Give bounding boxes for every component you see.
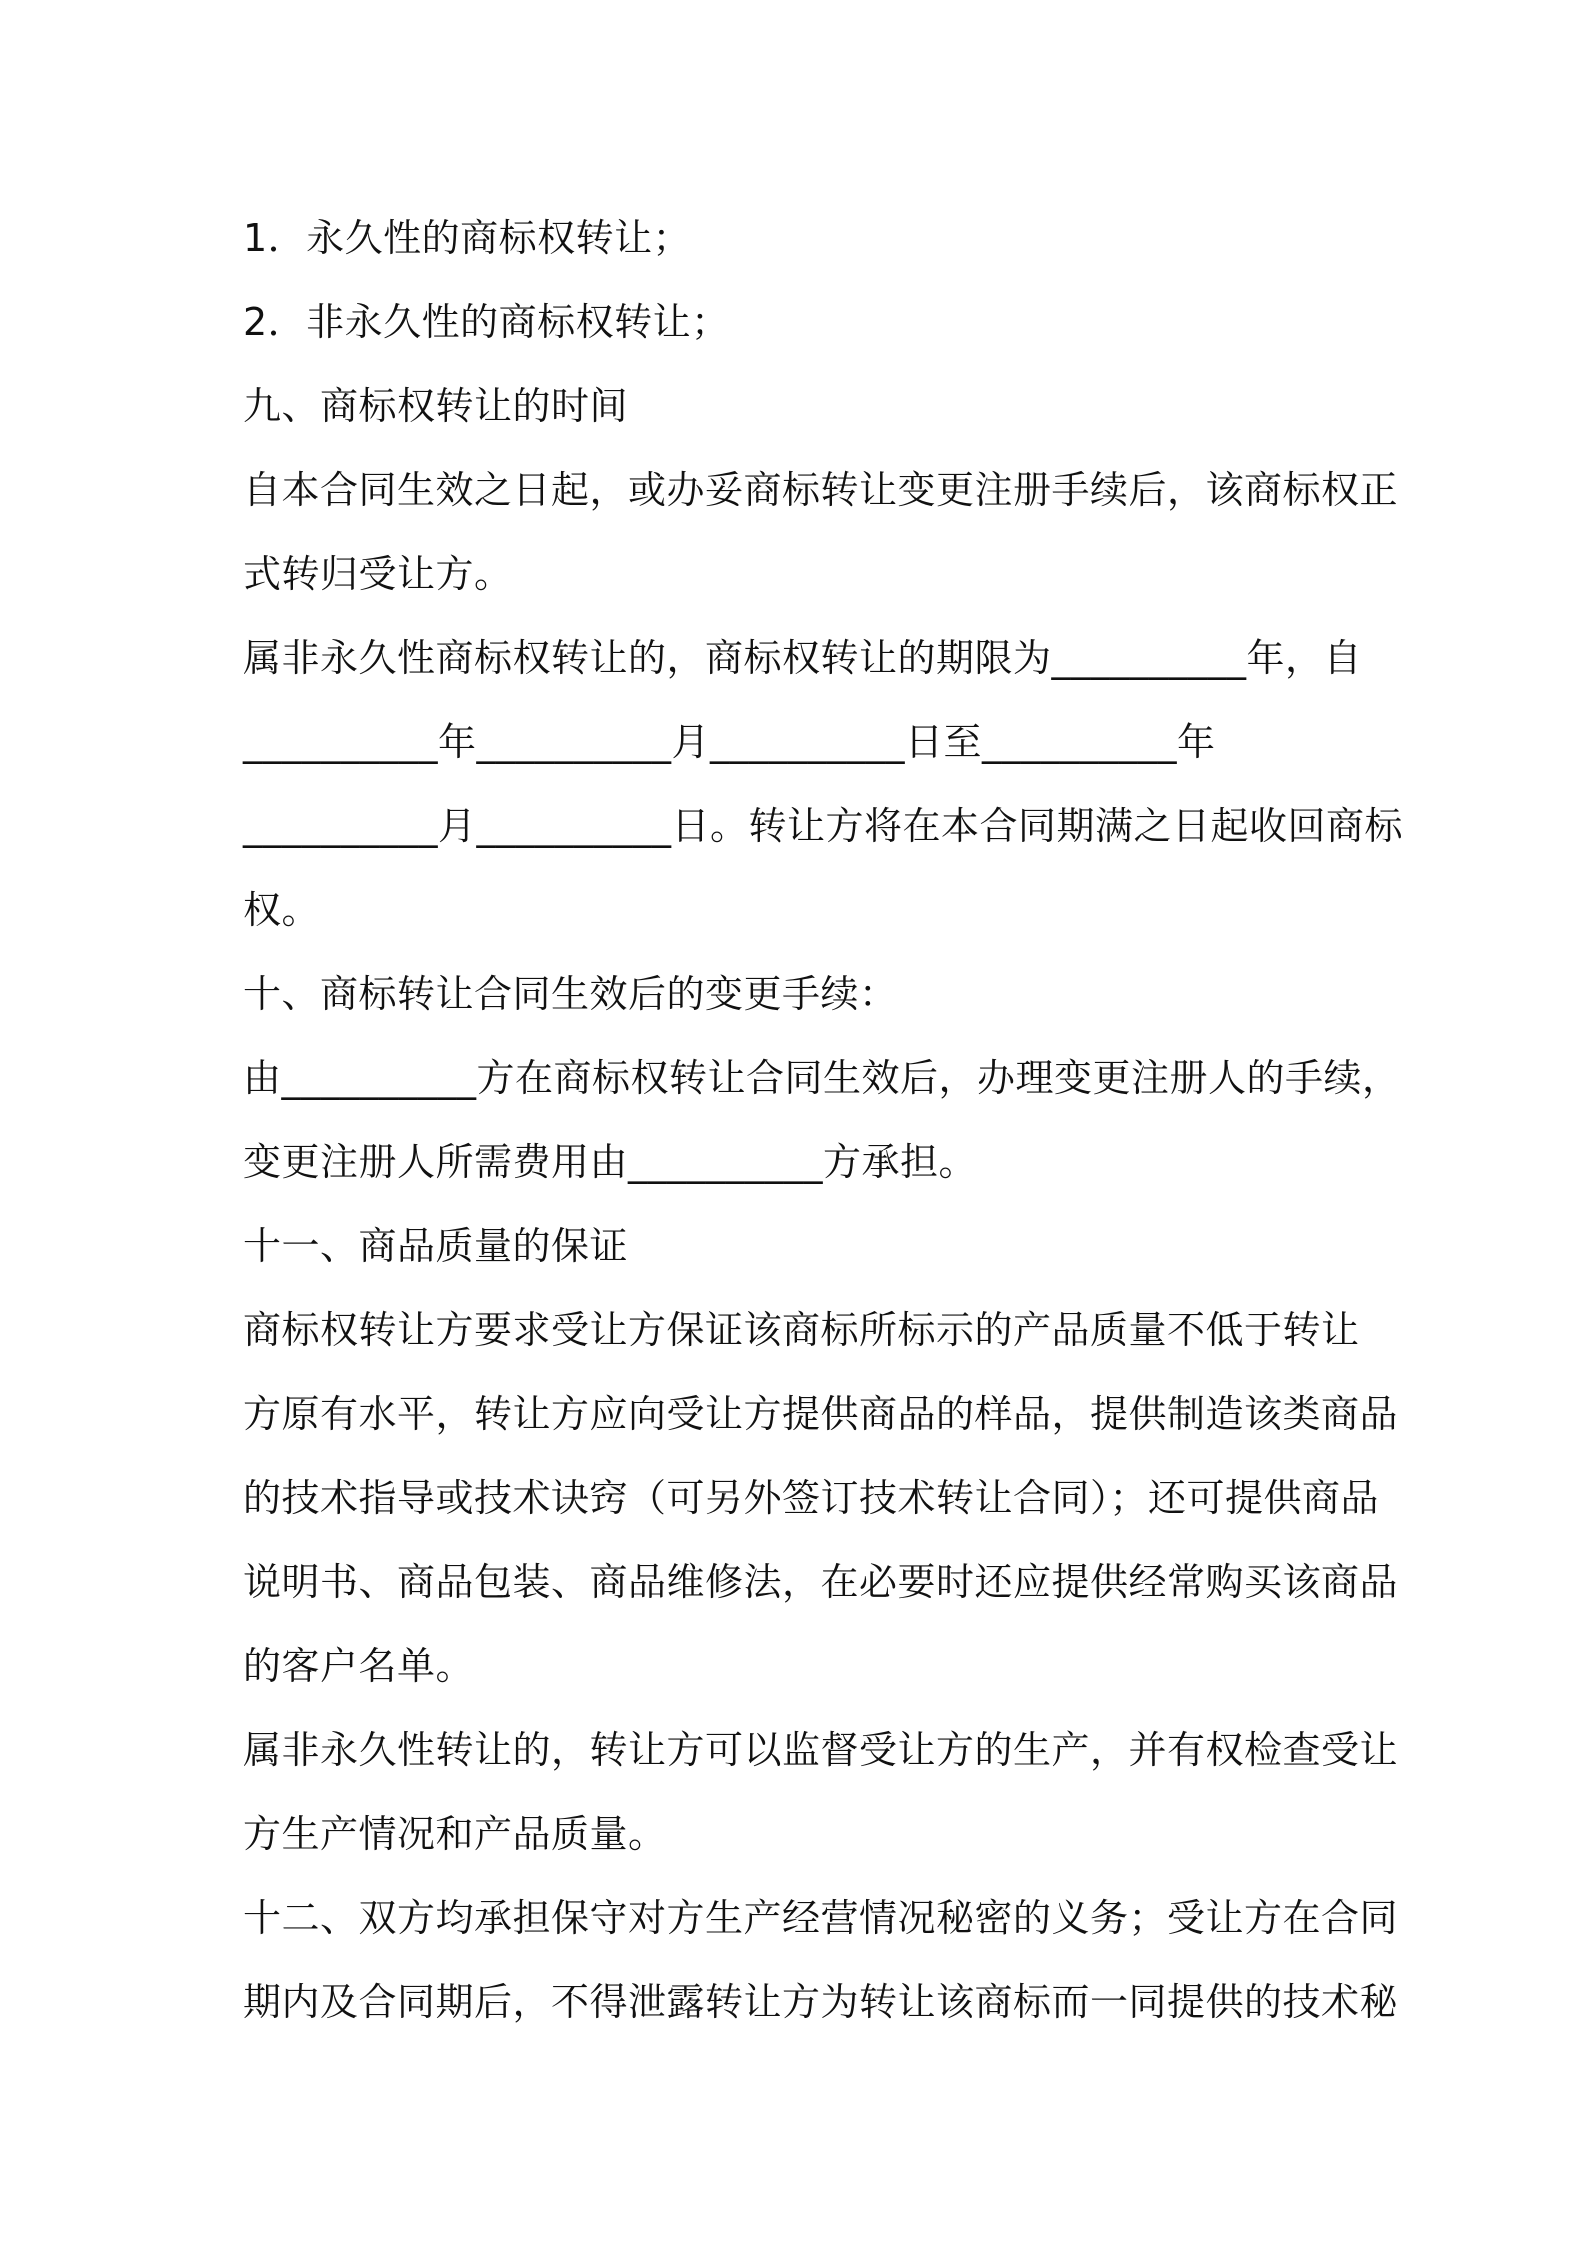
paragraph-line: __________年__________月__________日至__________年 <box>243 720 1216 764</box>
paragraph-line: 变更注册人所需费用由__________方承担。 <box>243 1140 978 1184</box>
section-heading-11: 十一、商品质量的保证 <box>243 1224 629 1268</box>
paragraph-line: 自本合同生效之日起，或办妥商标转让变更注册手续后，该商标权正 <box>243 468 1399 512</box>
paragraph-line: __________月__________日。转让方将在本合同期满之日起收回商标 <box>243 804 1404 848</box>
paragraph-line: 式转归受让方。 <box>243 552 513 596</box>
paragraph-line: 方原有水平，转让方应向受让方提供商品的样品，提供制造该类商品 <box>243 1392 1399 1436</box>
paragraph-line: 的客户名单。 <box>243 1644 475 1688</box>
list-item-permanent-transfer: 1．永久性的商标权转让； <box>243 216 692 260</box>
paragraph-line: 属非永久性转让的，转让方可以监督受让方的生产，并有权检查受让 <box>243 1728 1399 1772</box>
list-item-non-permanent-transfer: 2．非永久性的商标权转让； <box>243 300 730 344</box>
paragraph-line: 方生产情况和产品质量。 <box>243 1812 667 1856</box>
paragraph-line: 属非永久性商标权转让的，商标权转让的期限为__________年，自 <box>243 636 1363 680</box>
document-body <box>243 196 1404 2044</box>
paragraph-line: 期内及合同期后，不得泄露转让方为转让该商标而一同提供的技术秘 <box>243 1980 1399 2024</box>
section-heading-12: 十二、双方均承担保守对方生产经营情况秘密的义务；受让方在合同 <box>243 1896 1399 1940</box>
section-heading-10: 十、商标转让合同生效后的变更手续： <box>243 972 898 1016</box>
paragraph-line: 权。 <box>243 888 321 932</box>
paragraph-line: 由__________方在商标权转让合同生效后，办理变更注册人的手续， <box>243 1056 1401 1100</box>
paragraph-line: 的技术指导或技术诀窍（可另外签订技术转让合同）；还可提供商品 <box>243 1476 1380 1520</box>
paragraph-line: 商标权转让方要求受让方保证该商标所标示的产品质量不低于转让 <box>243 1308 1360 1352</box>
section-heading-9: 九、商标权转让的时间 <box>243 384 629 428</box>
paragraph-line: 说明书、商品包装、商品维修法，在必要时还应提供经常购买该商品 <box>243 1560 1399 1604</box>
